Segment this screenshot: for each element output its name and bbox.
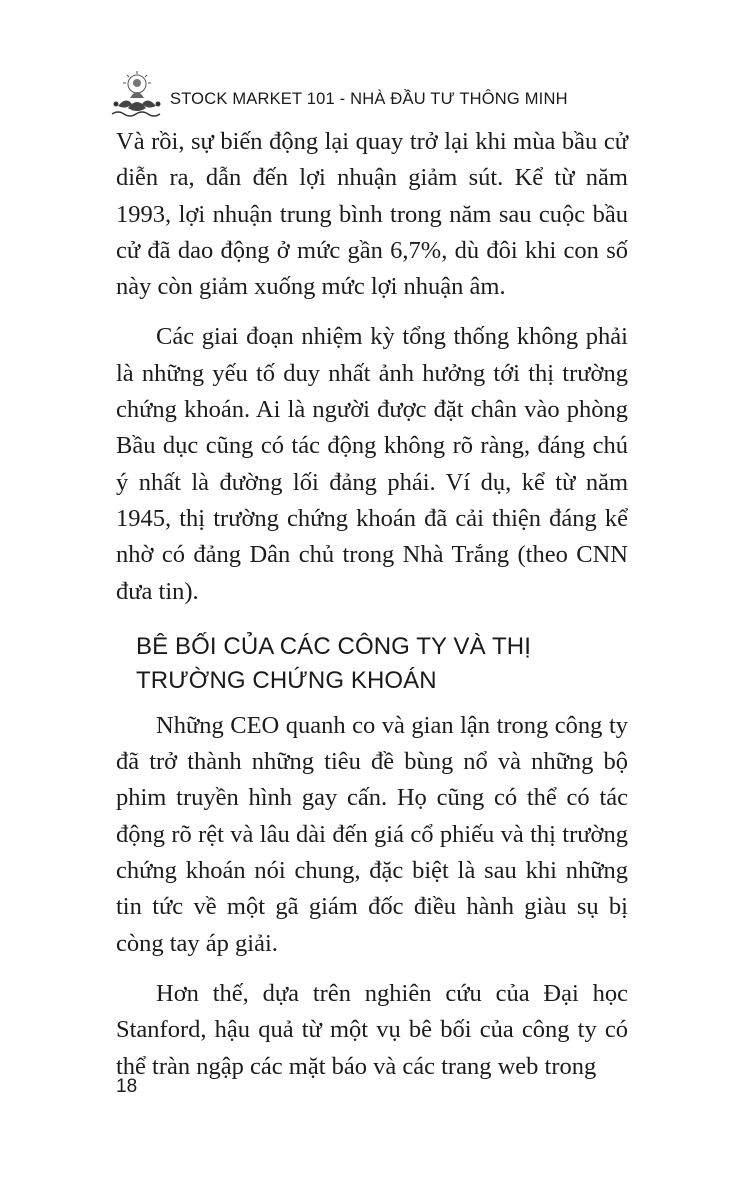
paragraph-4: Hơn thế, dựa trên nghiên cứu của Đại học Stanford, hậu quả từ một vụ bê bối của công ty có thể tràn ngập các mặt báo và các trang web trong xyxy=(116,979,628,1080)
page-number: 18 xyxy=(116,1076,138,1097)
running-title: STOCK MARKET 101 - NHÀ ĐẦU TƯ THÔNG MINH xyxy=(170,90,568,108)
paragraph-3: Những CEO quanh co và gian lận trong công ty đã trở thành những tiêu đề bùng nổ và những bộ phim truyền hình gay cấn. Họ cũng có thể có tác động rõ rệt và lâu dài đến giá cổ phiếu và thị trường chứng khoán nói chung, đặc biệt là sau khi những tin tức về một gã giám đốc điều hành giàu sụ bị còng tay áp giải. xyxy=(116,711,628,957)
running-header xyxy=(108,70,668,130)
section-heading: BÊ BỐI CỦA CÁC CÔNG TY VÀ THỊ TRƯỜNG CHỨNG KHOÁN xyxy=(136,632,531,694)
paragraph-1: Và rồi, sự biến động lại quay trở lại khi mùa bầu cử diễn ra, dẫn đến lợi nhuận giảm sút. Kể từ năm 1993, lợi nhuận trung bình trong năm sau cuộc bầu cử đã dao động ở mức gần 6,7%, dù đôi khi con số này còn giảm xuống mức lợi nhuận âm. xyxy=(116,128,628,301)
page-body xyxy=(116,124,628,1085)
lotus-buddha-emblem-icon xyxy=(108,70,166,120)
paragraph-2: Các giai đoạn nhiệm kỳ tổng thống không phải là những yếu tố duy nhất ảnh hưởng tới thị trường chứng khoán. Ai là người được đặt chân vào phòng Bầu dục cũng có tác động không rõ ràng, đáng chú ý nhất là đường lối đảng phái. Ví dụ, kể từ năm 1945, thị trường chứng khoán đã cải thiện đáng kể nhờ có đảng Dân chủ trong Nhà Trắng (theo CNN đưa tin). xyxy=(116,323,628,605)
